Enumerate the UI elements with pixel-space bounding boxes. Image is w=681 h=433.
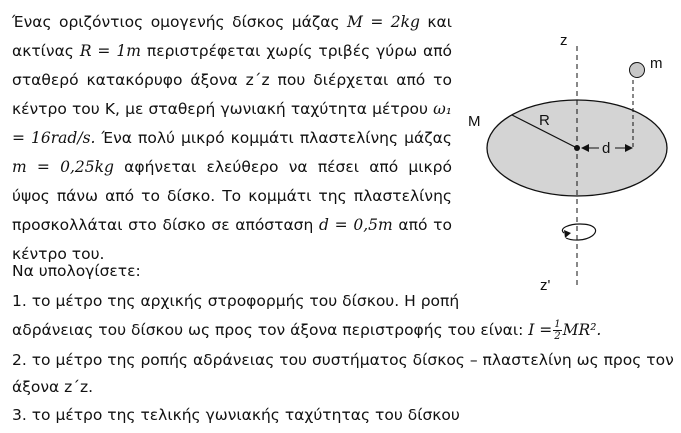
question-3-line-1: 3. το μέτρο της τελικής γωνιακής ταχύτητας του δίσκου	[12, 406, 460, 424]
rotation-arrowhead-icon	[564, 230, 571, 238]
label-m: m	[650, 55, 663, 72]
label-R: R	[539, 112, 550, 129]
question-1-line-2	[12, 319, 601, 342]
disk-mass-value: M = 2kg	[347, 13, 420, 31]
plasticine-mass-value: m = 0,25kg	[12, 158, 114, 176]
statement-part: Ένα πολύ μικρό κομμάτι πλαστελίνης μάζας	[101, 129, 452, 147]
disk-center	[574, 145, 580, 151]
disk-diagram	[452, 18, 677, 303]
fraction-numerator: 1	[554, 319, 561, 330]
label-M: M	[468, 113, 481, 130]
label-z-prime: z'	[540, 277, 551, 294]
question-1-line-1: 1. το μέτρο της αρχικής στροφορμής του δίσκου. Η ροπή	[12, 292, 460, 310]
question-2-line-1: 2. το μέτρο της ροπής αδράνειας του συστήματος δίσκος – πλαστελίνη ως προς τον	[12, 351, 674, 369]
statement-part: από το κέντρο του.	[12, 216, 452, 263]
label-z: z	[560, 32, 568, 49]
formula-lhs: I =	[528, 321, 553, 339]
distance-value: 0,5m	[353, 216, 393, 234]
fraction-denominator: 2	[554, 331, 561, 342]
disk-radius-value: R = 1m	[79, 42, 141, 60]
plasticine-ball	[630, 63, 645, 78]
label-d: d	[602, 140, 611, 157]
statement-part: και ακτίνας	[12, 13, 452, 60]
angular-velocity-value: ω₁ = 16rad/s.	[12, 100, 452, 147]
question-2-line-2: άξονα z΄z.	[12, 378, 94, 396]
statement-part: αφήνεται ελεύθερο να πέσει από μικρό ύψος πάνω από το δίσκο. Το κομμάτι της πλαστελίνης προσκολλάται στο δίσκο σε απόσταση	[12, 158, 452, 234]
distance-symbol: d =	[319, 216, 348, 234]
problem-statement	[12, 8, 452, 269]
formula-rhs: MR².	[562, 321, 602, 339]
question-1-text: αδράνειας του δίσκου ως προς τον άξονα περιστροφής του είναι:	[12, 321, 524, 339]
statement-part: Ένας οριζόντιος ομογενής δίσκος μάζας	[12, 13, 340, 31]
statement-part: περιστρέφεται χωρίς τριβές γύρω από σταθερό κατακόρυφο άξονα z΄z που διέρχεται από το κέντρο του K, με σταθερή γωνιακή ταχύτητα μέτρου	[12, 42, 453, 118]
fraction	[553, 319, 561, 342]
prompt: Να υπολογίσετε:	[12, 262, 141, 280]
